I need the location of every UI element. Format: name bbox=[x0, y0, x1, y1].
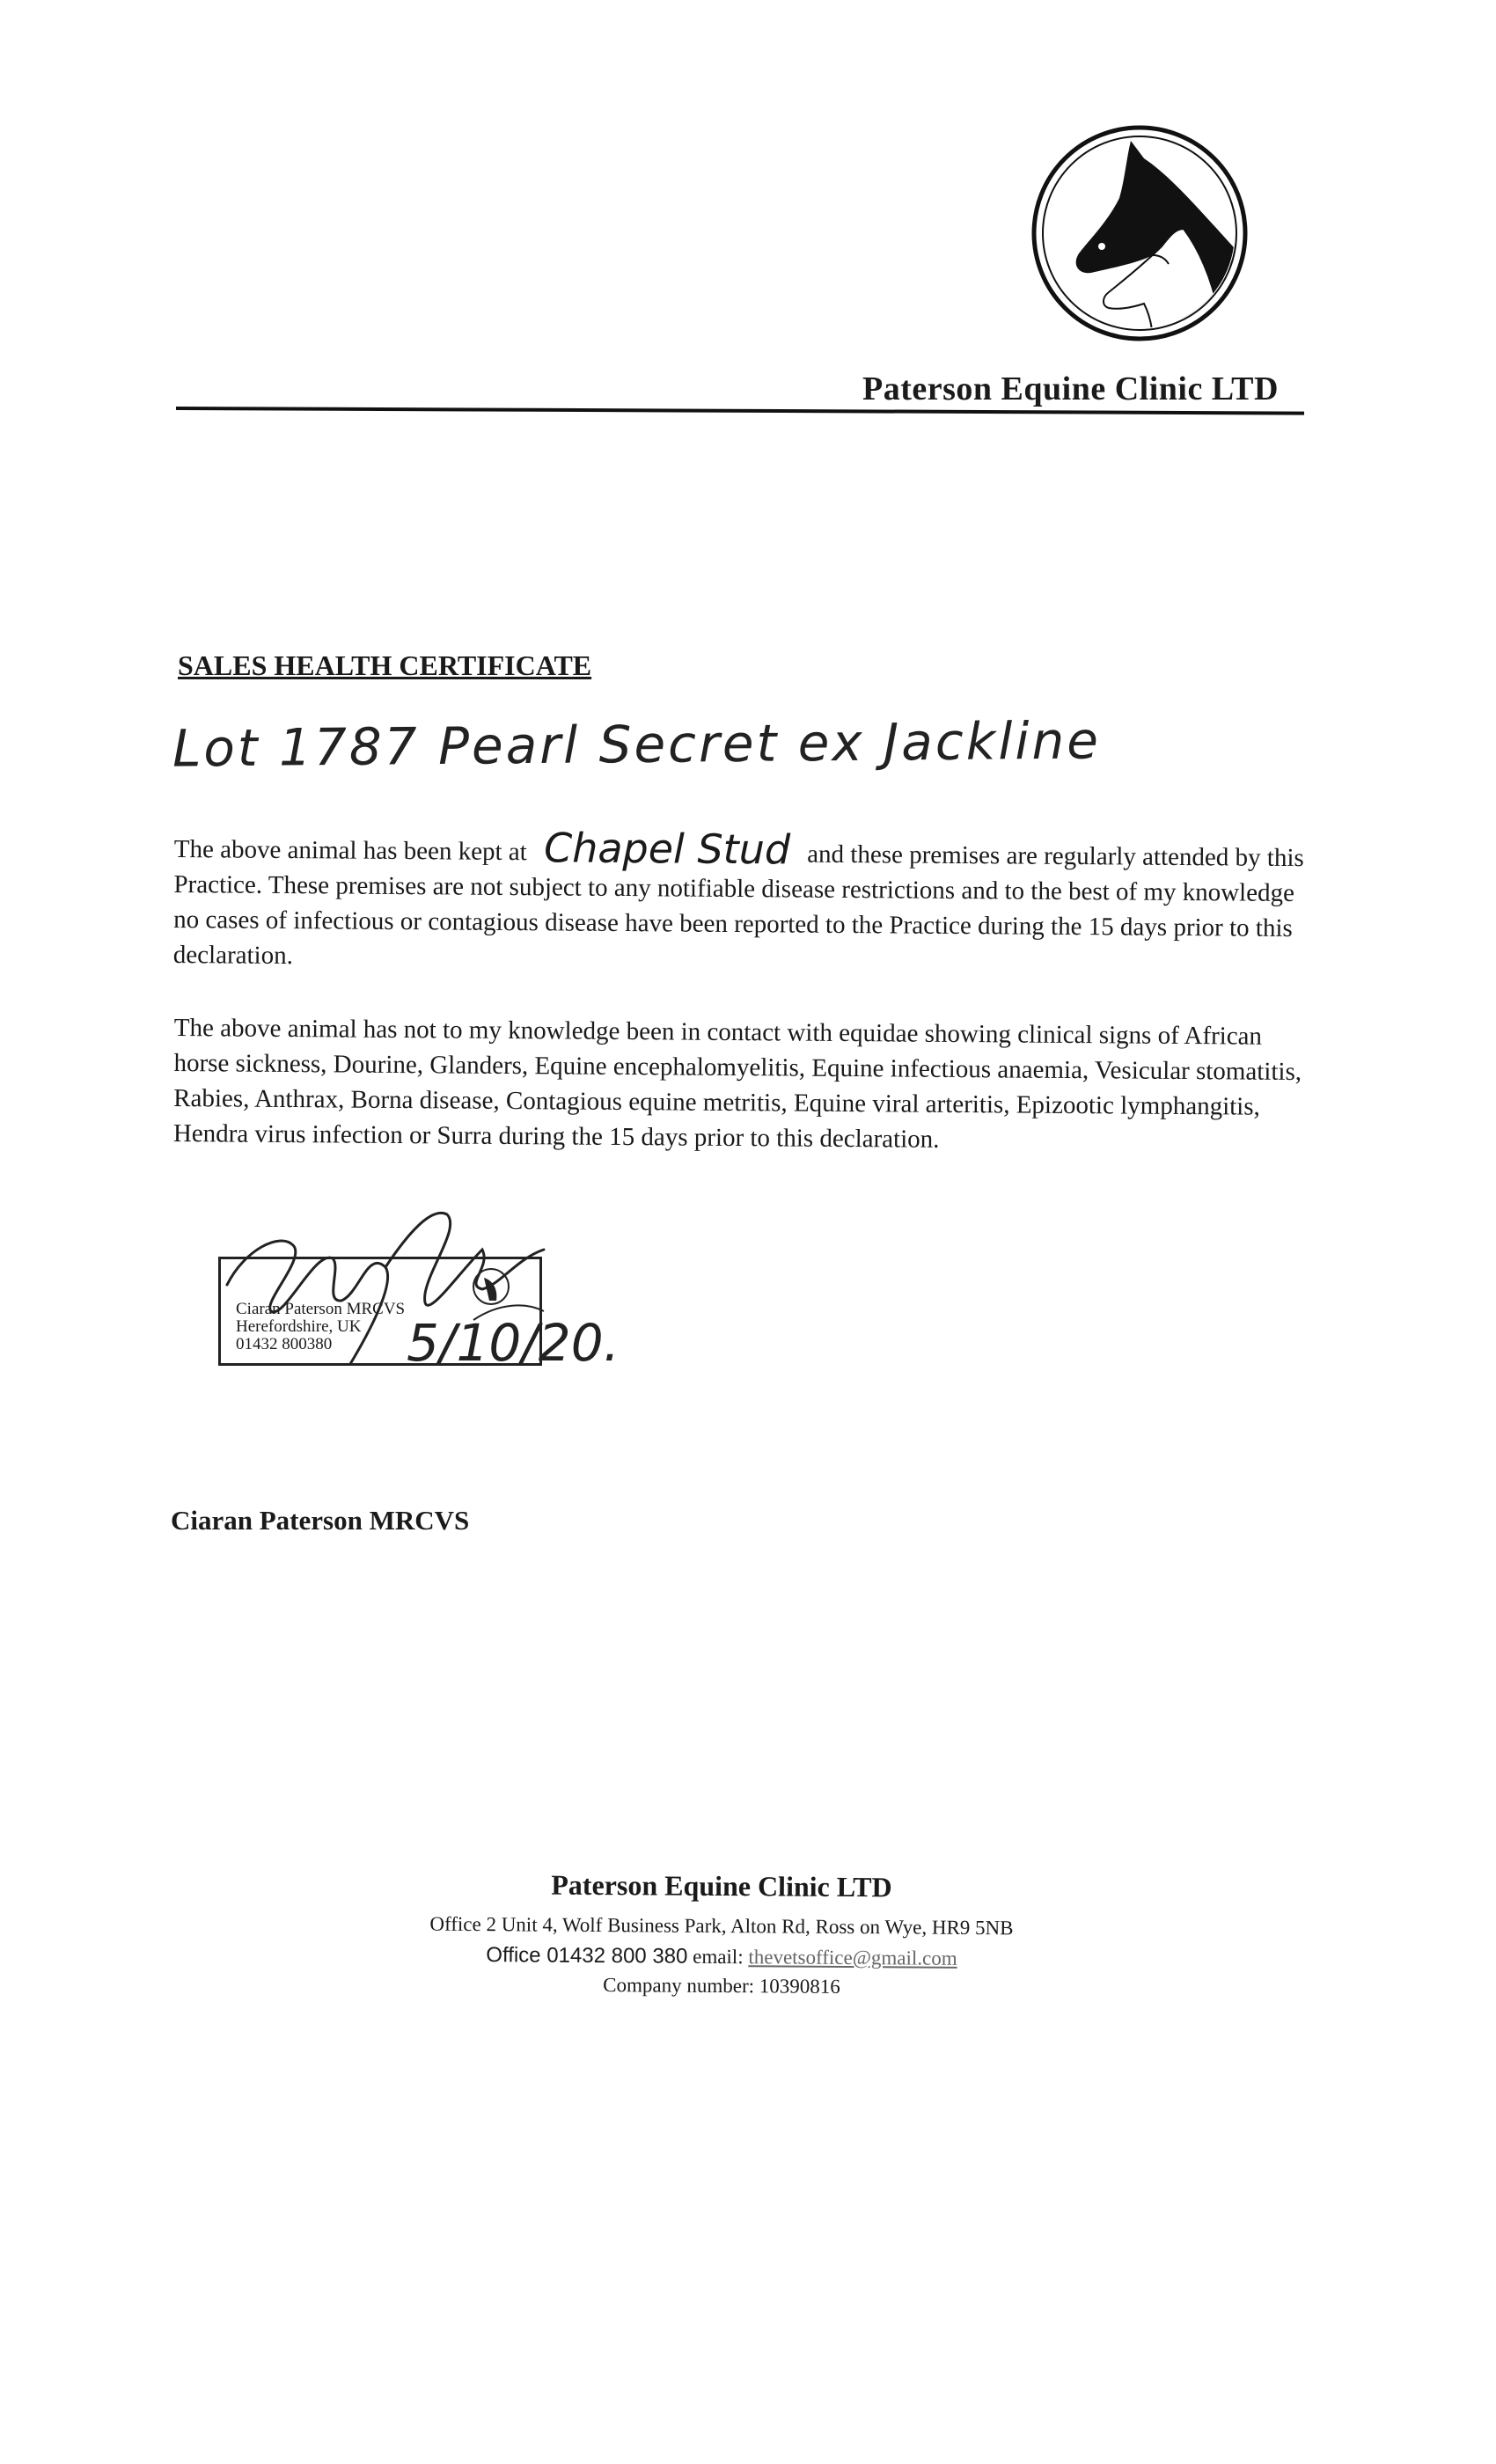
stamp-line-location: Herefordshire, UK bbox=[236, 1317, 362, 1336]
premises-name: Chapel Stud bbox=[543, 824, 791, 874]
footer-email-label: email: bbox=[693, 1945, 744, 1969]
certificate-title: SALES HEALTH CERTIFICATE bbox=[178, 649, 592, 681]
stamp-line-phone: 01432 800380 bbox=[236, 1335, 333, 1353]
footer-contact bbox=[334, 1942, 1109, 1972]
footer-clinic-name: Paterson Equine Clinic LTD bbox=[551, 1868, 892, 1903]
footer-address: Office 2 Unit 4, Wolf Business Park, Alton Rd, Ross on Wye, HR9 5NB bbox=[429, 1912, 1014, 1940]
premises-paragraph bbox=[172, 824, 1318, 981]
footer-office-phone: Office 01432 800 380 bbox=[486, 1943, 688, 1969]
contact-declaration-paragraph: The above animal has not to my knowledge been in contact with equidae showing clinical signs of African horse sickness, Dourine, Glanders, Equine encephalomyelitis, Equine infectious anaemia, Vesicular stomatitis, Rabies, Anthrax, Borna disease, Contagious equine metritis, Equine viral arteritis, Epizootic lymphangitis, Hendra virus infection or Surra during the 15 days prior to this declaration. bbox=[172, 1013, 1302, 1154]
horse-heads-logo-icon bbox=[1021, 123, 1258, 343]
stamp-line-name: Ciaran Paterson MRCVS bbox=[236, 1300, 406, 1318]
footer-company-number: Company number: 10390816 bbox=[603, 1974, 840, 1998]
lot-line: Lot 1787 Pearl Secret ex Jackline bbox=[172, 710, 1102, 779]
signature-date: 5/10/20. bbox=[407, 1313, 620, 1373]
para1-before: The above animal has been kept at bbox=[173, 834, 527, 867]
clinic-title: Paterson Equine Clinic LTD bbox=[862, 370, 1279, 407]
footer-email-link[interactable]: thevetsoffice@gmail.com bbox=[748, 1946, 957, 1969]
para1-after: and these premises are regularly attended by this Practice. These premises are not subject to any notifiable disease restrictions and to the best of my knowledge no cases of infectious or contagious disease have been reported to the Practice during the 15 days prior to this declaration. bbox=[172, 840, 1304, 971]
signer-name: Ciaran Paterson MRCVS bbox=[171, 1505, 470, 1536]
